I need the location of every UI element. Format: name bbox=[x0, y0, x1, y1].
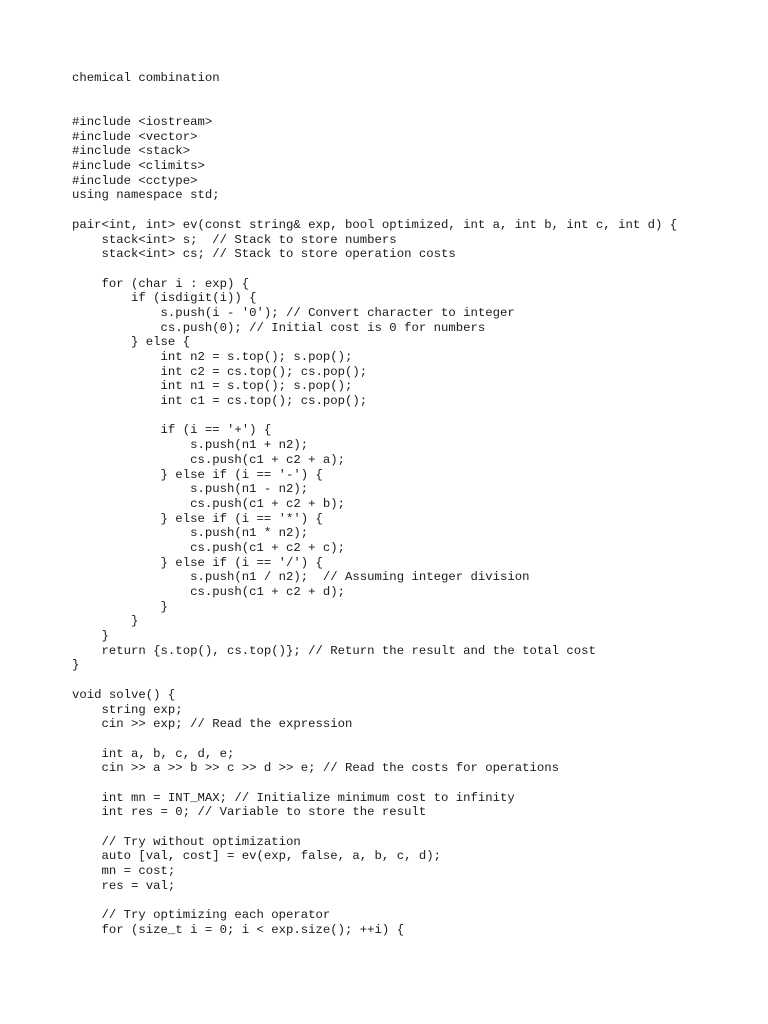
code-line: #include <stack> bbox=[72, 144, 191, 159]
code-line: s.push(n1 / n2); // Assuming integer division bbox=[72, 570, 530, 585]
code-line bbox=[72, 409, 677, 424]
code-line: cin >> exp; // Read the expression bbox=[72, 717, 353, 732]
code-line: } bbox=[72, 614, 139, 629]
code-line: #include <cctype> bbox=[72, 173, 198, 188]
code-line: } else if (i == '*') { bbox=[72, 511, 323, 526]
code-line: #include <vector> bbox=[72, 129, 198, 144]
code-line: } else if (i == '/') { bbox=[72, 555, 323, 570]
code-line: cin >> a >> b >> c >> d >> e; // Read the costs for operations bbox=[72, 761, 560, 776]
code-line: void solve() { bbox=[72, 687, 176, 702]
code-line: } else { bbox=[72, 335, 191, 350]
code-line: stack<int> cs; // Stack to store operation costs bbox=[72, 247, 456, 262]
code-line bbox=[72, 203, 677, 218]
code-line: s.push(n1 - n2); bbox=[72, 482, 309, 497]
code-line: #include <iostream> bbox=[72, 115, 213, 129]
code-line bbox=[72, 673, 677, 688]
code-line bbox=[72, 820, 677, 835]
code-line: if (i == '+') { bbox=[72, 423, 272, 438]
code-line: for (char i : exp) { bbox=[72, 276, 250, 291]
code-line: } bbox=[72, 599, 168, 614]
code-line: // Try optimizing each operator bbox=[72, 908, 331, 923]
code-line: int a, b, c, d, e; bbox=[72, 746, 235, 761]
code-line: int mn = INT_MAX; // Initialize minimum cost to infinity bbox=[72, 790, 515, 805]
code-line: int n2 = s.top(); s.pop(); bbox=[72, 350, 353, 364]
code-line: #include <climits> bbox=[72, 159, 205, 174]
code-line: cs.push(c1 + c2 + d); bbox=[72, 585, 346, 599]
code-line: for (size_t i = 0; i < exp.size(); ++i) { bbox=[72, 922, 405, 937]
code-line: cs.push(0); // Initial cost is 0 for numbers bbox=[72, 320, 486, 335]
code-line: } bbox=[72, 629, 109, 644]
code-line: cs.push(c1 + c2 + c); bbox=[72, 540, 346, 555]
code-line: cs.push(c1 + c2 + a); bbox=[72, 452, 346, 467]
code-line: int res = 0; // Variable to store the result bbox=[72, 805, 427, 820]
code-line: int c2 = cs.top(); cs.pop(); bbox=[72, 364, 368, 379]
code-block bbox=[72, 115, 677, 938]
code-line: mn = cost; bbox=[72, 864, 176, 879]
code-line bbox=[72, 776, 677, 791]
code-line bbox=[72, 732, 677, 747]
code-line: s.push(n1 * n2); bbox=[72, 526, 309, 541]
code-line: s.push(n1 + n2); bbox=[72, 438, 309, 453]
code-line: // Try without optimization bbox=[72, 834, 301, 849]
code-line: int n1 = s.top(); s.pop(); bbox=[72, 379, 353, 394]
code-line: string exp; bbox=[72, 702, 183, 717]
code-line: using namespace std; bbox=[72, 188, 220, 203]
document-title: chemical combination bbox=[72, 71, 220, 85]
code-line: res = val; bbox=[72, 878, 176, 893]
code-line: int c1 = cs.top(); cs.pop(); bbox=[72, 394, 368, 409]
code-line bbox=[72, 262, 677, 277]
code-line: stack<int> s; // Stack to store numbers bbox=[72, 232, 397, 247]
code-line: pair<int, int> ev(const string& exp, bool optimized, int a, int b, int c, int d) { bbox=[72, 217, 678, 232]
code-line: auto [val, cost] = ev(exp, false, a, b, c, d); bbox=[72, 849, 441, 864]
code-line: s.push(i - '0'); // Convert character to integer bbox=[72, 305, 515, 320]
code-line: cs.push(c1 + c2 + b); bbox=[72, 496, 346, 511]
code-line: return {s.top(), cs.top()}; // Return the result and the total cost bbox=[72, 643, 596, 658]
code-line bbox=[72, 893, 677, 908]
code-line: } bbox=[72, 658, 80, 673]
code-line: if (isdigit(i)) { bbox=[72, 291, 257, 306]
code-line: } else if (i == '-') { bbox=[72, 467, 323, 482]
